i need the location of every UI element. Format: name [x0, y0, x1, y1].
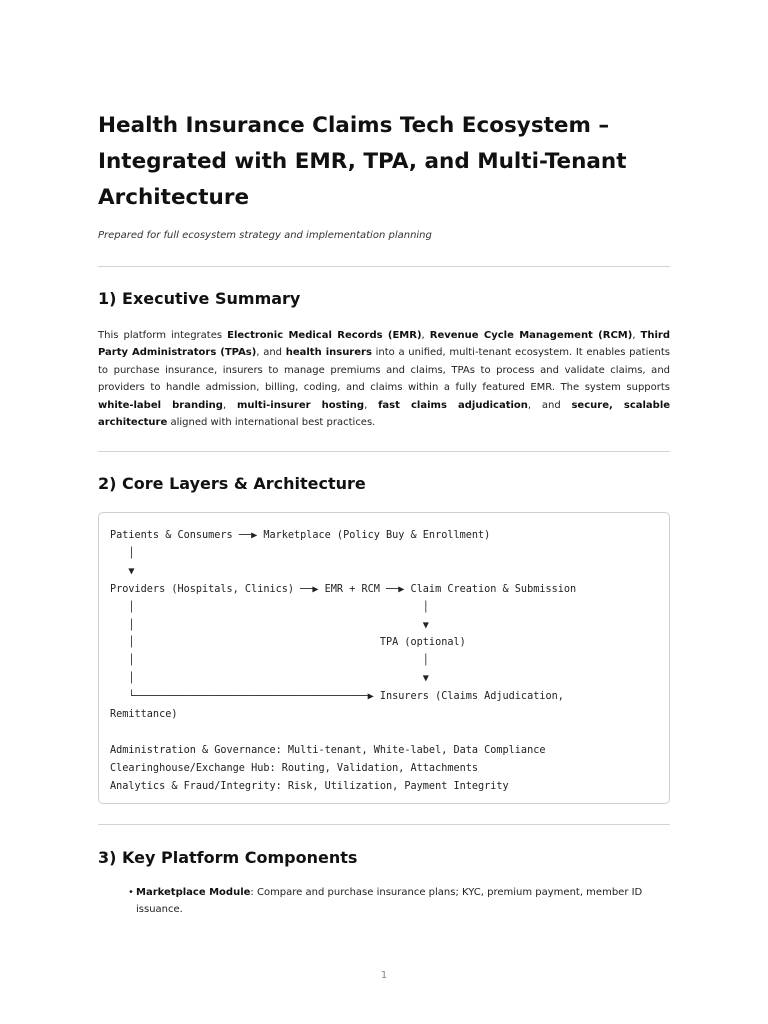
paragraph-text: , and: [527, 399, 572, 411]
architecture-diagram-text: Patients & Consumers ──▶ Marketplace (Policy Buy & Enrollment) │ ▼ Providers (Hospitals, Clinics) ──▶ EMR + RCM ──▶ Claim Creation & Submission │ │ │ ▼ │ TPA (optional) │ │ │ ▼ └──────────────────────────────────────▶ Insurers (Claims Adjudication, Remittance) Administration & Governance: Multi-tenant, White-label, Data Compliance Clearinghouse/Exchange Hub: Routing, Validation, Attachments Analytics & Fraud/Integrity: Risk, Utilization, Payment Integrity: [110, 530, 577, 792]
bold-term: Revenue Cycle Management (RCM): [429, 330, 633, 341]
document-title: Health Insurance Claims Tech Ecosystem – Integrated with EMR, TPA, and Multi-Tenant Architecture: [98, 113, 627, 210]
component-description: : Compare and purchase insurance plans; KYC, premium payment, member ID issuance.: [136, 887, 643, 916]
paragraph-text: aligned with international best practices.: [167, 417, 376, 429]
section-heading-executive-summary: 1) Executive Summary: [98, 289, 301, 308]
bold-term: Third Party Administrators (TPAs): [98, 330, 670, 359]
paragraph-text: This platform integrates: [98, 330, 228, 341]
bold-term: white-label branding: [98, 399, 223, 411]
key-components-list: [98, 884, 670, 919]
paragraph-text: ,: [421, 330, 430, 341]
bold-term: multi-insurer hosting: [236, 399, 365, 411]
bold-term: fast claims adjudication: [378, 399, 528, 411]
executive-summary-paragraph: [98, 327, 670, 431]
bullet-icon: •: [128, 887, 134, 898]
section-divider: [98, 824, 670, 825]
paragraph-text: , and: [256, 347, 286, 359]
page-number: 1: [380, 970, 388, 981]
document-subtitle: Prepared for full ecosystem strategy and implementation planning: [98, 230, 432, 241]
list-item: [98, 884, 670, 919]
section-heading-core-layers: 2) Core Layers & Architecture: [98, 474, 366, 493]
section-divider: [98, 451, 670, 452]
section-heading-key-components: 3) Key Platform Components: [98, 848, 358, 867]
paragraph-text: ,: [364, 399, 379, 411]
paragraph-text: ,: [222, 399, 237, 411]
bold-term: health insurers: [285, 347, 372, 359]
section-divider: [98, 266, 670, 267]
architecture-diagram: [98, 512, 670, 804]
bold-term: secure, scalable architecture: [98, 399, 671, 429]
bold-term: Electronic Medical Records (EMR): [227, 330, 422, 341]
paragraph-text: ,: [632, 330, 641, 341]
paragraph-text: into a unified, multi-tenant ecosystem. It enables patients to purchase insurance, insurers to manage premiums and claims, TPAs to process and validate claims, and providers to handle admission, billing, coding, and claims within a fully featured EMR. The system supports: [98, 347, 670, 394]
component-label: Marketplace Module: [136, 887, 251, 898]
